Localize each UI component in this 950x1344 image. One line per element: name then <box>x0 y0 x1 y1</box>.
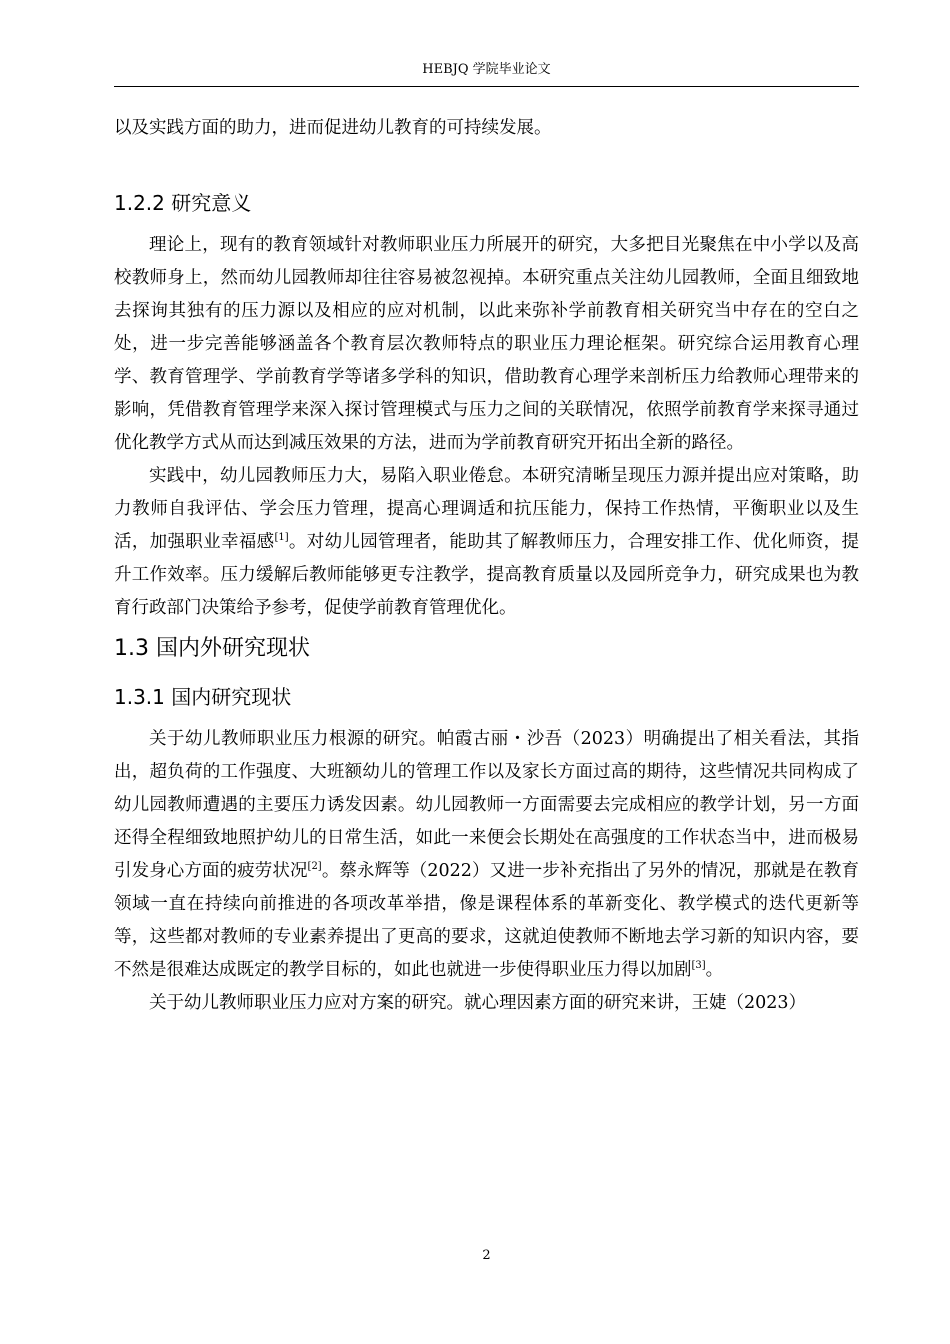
citation-ref: [2] <box>307 861 322 872</box>
paragraph-text: 。 <box>705 960 724 980</box>
section-heading-1-3: 1.3 国内外研究现状 <box>114 636 310 661</box>
citation-ref: [1] <box>274 532 289 543</box>
paragraph-theory: 理论上，现有的教育领域针对教师职业压力所展开的研究，大多把目光聚焦在中小学以及高校教师身上，然而幼儿园教师却往往容易被忽视掉。本研究重点关注幼儿园教师，全面且细致地去探询其独有的压力源以及相应的应对机制，以此来弥补学前教育相关研究当中存在的空白之处，进一步完善能够涵盖各个教育层次教师特点的职业压力理论框架。研究综合运用教育心理学、教育管理学、学前教育学等诸多学科的知识，借助教育心理学来剖析压力给教师心理带来的影响，凭借教育管理学来深入探讨管理模式与压力之间的关联情况，依照学前教育学来探寻通过优化教学方式从而达到减压效果的方法，进而为学前教育研究开拓出全新的路径。 <box>114 235 859 453</box>
paragraph-practice <box>114 460 859 625</box>
header-rule <box>114 86 859 87</box>
page-header: HEBJQ 学院毕业论文 <box>422 62 551 77</box>
intro-paragraph: 以及实践方面的助力，进而促进幼儿教育的可持续发展。 <box>114 118 552 138</box>
document-body <box>114 112 859 1020</box>
section-heading-1-3-1: 1.3.1 国内研究现状 <box>114 685 292 709</box>
paragraph-text: 。对幼儿园管理者，能助其了解教师压力，合理安排工作、优化师资，提升工作效率。压力缓解后教师能够更专注教学，提高教育质量以及园所竞争力，研究成果也为教育行政部门决策给予参考，促使学前教育管理优化。 <box>114 532 860 618</box>
paragraph-text: 实践中，幼儿园教师压力大，易陷入职业倦怠。本研究清晰呈现压力源并提出应对策略，助力教师自我评估、学会压力管理，提高心理调适和抗压能力，保持工作热情，平衡职业以及生活，加强职业幸福感 <box>114 466 859 552</box>
paragraph-text: 。蔡永辉等（2022）又进一步补充指出了另外的情况，那就是在教育领域一直在持续向前推进的各项改革举措，像是课程体系的革新变化、教学模式的迭代更新等等，这些都对教师的专业素养提出了更高的要求，这就迫使教师不断地去学习新的知识内容，要不然是很难达成既定的教学目标的，如此也就进一步使得职业压力得以加剧 <box>114 861 859 980</box>
citation-ref: [3] <box>691 960 706 971</box>
page-number: 2 <box>482 1248 491 1263</box>
paragraph-coping: 关于幼儿教师职业压力应对方案的研究。就心理因素方面的研究来讲，王婕（2023） <box>149 993 807 1013</box>
paragraph-stress-sources <box>114 723 859 987</box>
section-heading-1-2-2: 1.2.2 研究意义 <box>114 191 252 215</box>
paragraph-text: 关于幼儿教师职业压力根源的研究。帕霞古丽・沙吾（2023）明确提出了相关看法，其指出，超负荷的工作强度、大班额幼儿的管理工作以及家长方面过高的期待，这些情况共同构成了幼儿园教师遭遇的主要压力诱发因素。幼儿园教师一方面需要去完成相应的教学计划，另一方面还得全程细致地照护幼儿的日常生活，如此一来便会长期处在高强度的工作状态当中，进而极易引发身心方面的疲劳状况 <box>114 729 859 881</box>
